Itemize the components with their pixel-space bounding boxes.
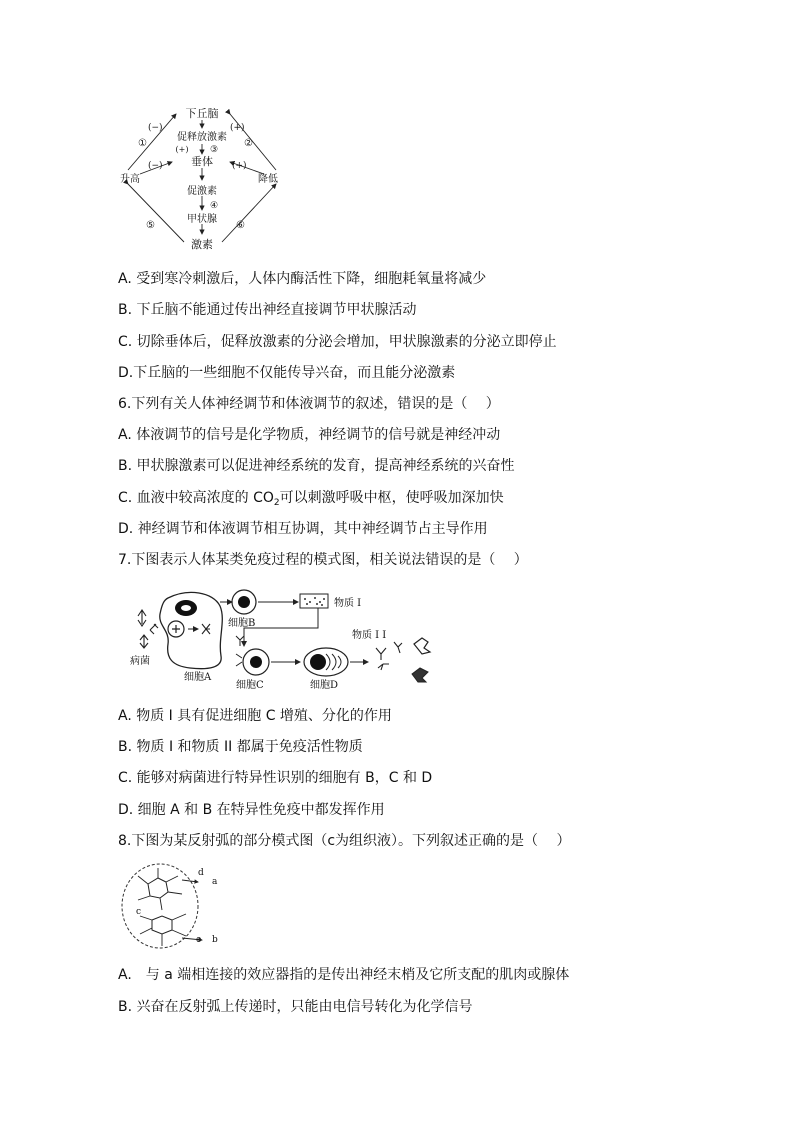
q6-stem: 6.下列有关人体神经调节和体液调节的叙述，错误的是（ ）	[118, 396, 500, 412]
cell-c-label: 细胞C	[236, 680, 264, 691]
hormone-label: 激素	[191, 238, 213, 251]
hormone-regulation-diagram	[118, 100, 288, 258]
pituitary-label: 垂体	[191, 155, 213, 168]
pos-label-3: (+)	[175, 145, 189, 154]
q5-option-a: A. 受到寒冷刺激后，人体内酶活性下降，细胞耗氧量将减少	[118, 271, 487, 287]
q6-option-d: D. 神经调节和体液调节相互协调，其中神经调节占主导作用	[118, 521, 488, 537]
q8-stem: 8.下图为某反射弧的部分模式图（c为组织液）。下列叙述正确的是（ ）	[118, 833, 571, 849]
q6-option-c	[118, 489, 504, 512]
neg-label-2: (−)	[148, 161, 163, 171]
tsh-label: 促激素	[187, 186, 217, 197]
q7-option-b: B. 物质 I 和物质 II 都属于免疫活性物质	[118, 739, 363, 755]
cell-a-label: 细胞A	[184, 672, 212, 683]
reflex-arc-diagram	[118, 862, 228, 952]
num-4: ④	[210, 201, 219, 211]
rise-label: 升高	[120, 174, 140, 185]
cell-d-label: 细胞D	[310, 680, 339, 691]
neg-label-1: (−)	[148, 123, 163, 133]
q6-option-a: A. 体液调节的信号是化学物质，神经调节的信号就是神经冲动	[118, 427, 501, 443]
num-1: ①	[138, 138, 147, 149]
label-a: a	[212, 877, 218, 887]
substance-2-label: 物质 I I	[352, 630, 387, 641]
q7-stem: 7.下图表示人体某类免疫过程的模式图，相关说法错误的是（ ）	[118, 552, 528, 568]
num-6: ⑥	[236, 220, 245, 231]
pos-label-2: (+)	[232, 161, 247, 171]
num-5: ⑤	[146, 220, 155, 231]
q8-option-b: B. 兴奋在反射弧上传递时，只能由电信号转化为化学信号	[118, 999, 473, 1015]
pathogen-label: 病菌	[130, 656, 150, 667]
trh-label: 促释放激素	[177, 132, 227, 143]
q8-option-a: A. 与 a 端相连接的效应器指的是传出神经末梢及它所支配的肌肉或腺体	[118, 967, 570, 983]
label-c: c	[136, 907, 142, 917]
q6-option-b: B. 甲状腺激素可以促进神经系统的发育，提高神经系统的兴奋性	[118, 458, 515, 474]
label-b: b	[212, 935, 218, 945]
label-d: d	[198, 868, 204, 878]
q5-option-b: B. 下丘脑不能通过传出神经直接调节甲状腺活动	[118, 302, 417, 318]
fall-label: 降低	[258, 174, 278, 185]
q7-option-a: A. 物质 I 具有促进细胞 C 增殖、分化的作用	[118, 708, 392, 724]
substance-1-label: 物质 I	[334, 598, 362, 609]
num-2: ②	[244, 138, 253, 149]
q6-option-c-pre: C. 血液中较高浓度的 CO	[118, 490, 274, 506]
q6-option-c-sub: 2	[273, 498, 280, 508]
q6-option-c-post: 可以刺激呼吸中枢，使呼吸加深加快	[279, 490, 504, 506]
cell-b-label: 细胞B	[228, 618, 256, 629]
label-e: e	[196, 935, 202, 945]
immune-process-diagram	[128, 586, 438, 692]
num-3: ③	[210, 145, 219, 155]
q5-option-c: C. 切除垂体后，促释放激素的分泌会增加，甲状腺激素的分泌立即停止	[118, 334, 557, 350]
pos-label-1: (+)	[230, 123, 245, 133]
thyroid-label: 甲状腺	[187, 214, 217, 225]
q5-option-d: D.下丘脑的一些细胞不仅能传导兴奋，而且能分泌激素	[118, 365, 456, 381]
hypothalamus-label: 下丘脑	[185, 107, 219, 120]
q7-option-d: D. 细胞 A 和 B 在特异性免疫中都发挥作用	[118, 802, 385, 818]
q7-option-c: C. 能够对病菌进行特异性识别的细胞有 B，C 和 D	[118, 770, 433, 786]
